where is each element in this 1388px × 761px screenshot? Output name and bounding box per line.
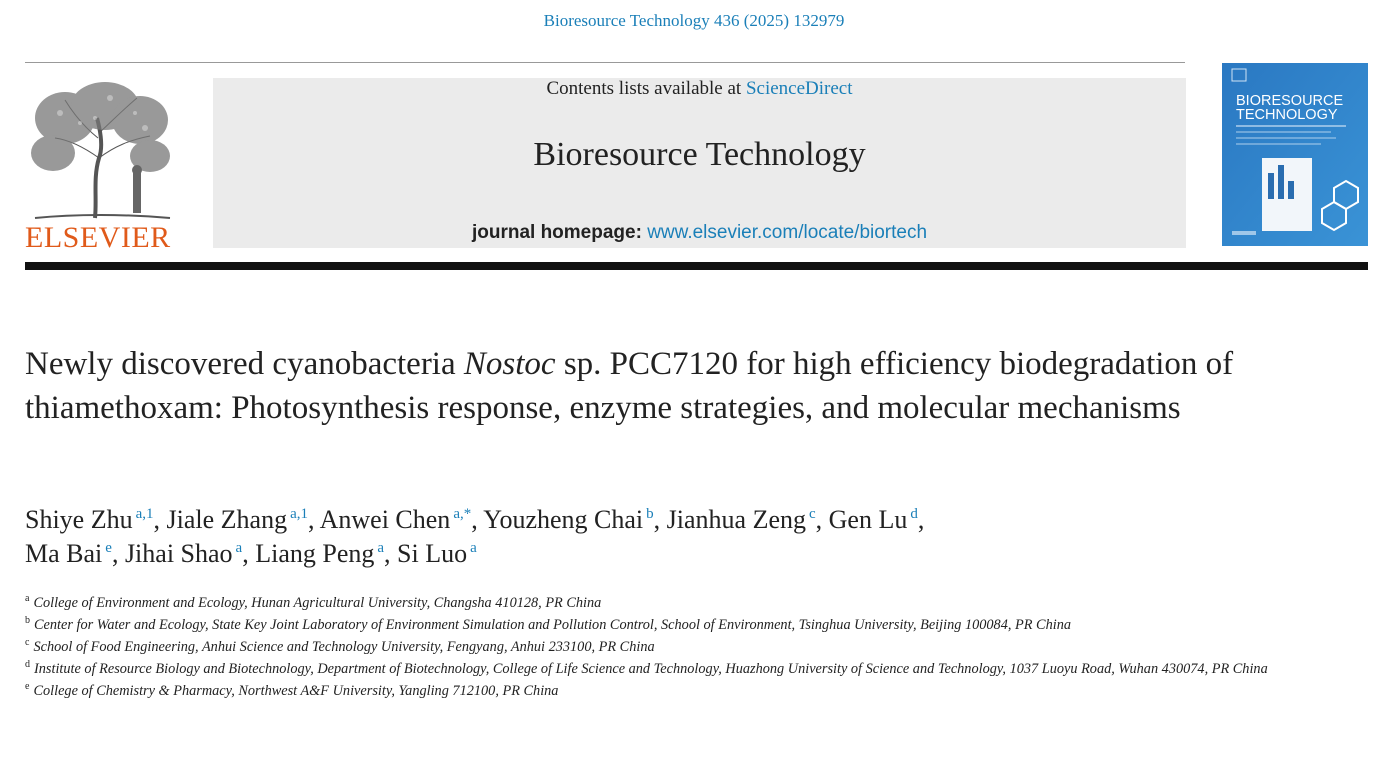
author-affil-marker[interactable]: a (235, 540, 243, 557)
author-name[interactable]: Jianhua Zeng (666, 505, 806, 534)
author-separator: , (471, 505, 478, 534)
affiliation-key: b (25, 615, 30, 627)
author-affil-marker[interactable]: a (377, 540, 385, 557)
author-affil-marker[interactable]: a (470, 540, 477, 557)
sciencedirect-link[interactable]: ScienceDirect (745, 78, 853, 99)
journal-citation[interactable]: Bioresource Technology 436 (2025) 132979 (543, 11, 845, 30)
author-name[interactable]: Ma Bai (25, 539, 103, 568)
homepage-link[interactable]: www.elsevier.com/locate/biortech (647, 222, 928, 243)
author-name[interactable]: Gen Lu (828, 505, 908, 534)
affiliation (25, 680, 1365, 702)
author-affil-marker[interactable]: a,1 (135, 506, 154, 523)
author-affil-marker[interactable]: a,1 (290, 506, 309, 523)
affiliation-list (25, 592, 1365, 702)
journal-name: Bioresource Technology (533, 136, 866, 173)
affiliation-key: c (25, 637, 30, 649)
cover-title-line-1: BIORESOURCE (1236, 93, 1344, 109)
affiliation-key: d (25, 659, 30, 671)
affiliation-text: Institute of Resource Biology and Biotechnology, Department of Biotechnology, College of Life Science and Technology, Huazhong University of Science and Technology, 1037 Luoyu Road, Wuhan 430074, PR China (34, 661, 1268, 677)
author-affil-marker[interactable]: c (808, 506, 816, 523)
author-affil-marker[interactable]: b (646, 506, 654, 523)
author-list (25, 503, 1325, 571)
author-separator: , (384, 539, 391, 568)
title-part-2: sp. PCC7120 for high efficiency biodegradation of thiamethoxam: Photosynthesis response, enzyme strategies, and molecular mechanisms (25, 346, 1234, 426)
author-separator: , (242, 539, 249, 568)
author-separator: , (815, 505, 823, 534)
author-name[interactable]: Shiye Zhu (25, 505, 133, 534)
affiliation (25, 614, 1365, 636)
author-name[interactable]: Si Luo (397, 539, 468, 568)
author-name[interactable]: Liang Peng (255, 539, 375, 568)
author-name[interactable]: Anwei Chen (319, 505, 451, 534)
author-name[interactable]: Youzheng Chai (483, 505, 644, 534)
author-affil-marker[interactable]: d (910, 506, 918, 523)
author-separator: , (111, 539, 119, 568)
top-divider (25, 62, 1185, 63)
homepage-line (213, 222, 1186, 244)
affiliation (25, 592, 1365, 614)
author-separator: , (653, 505, 661, 534)
author-separator: , (153, 505, 161, 534)
affiliation-text: School of Food Engineering, Anhui Science and Technology University, Fengyang, Anhui 233100, PR China (33, 639, 655, 655)
affiliation-key: e (25, 681, 30, 693)
cover-art (1222, 63, 1368, 246)
author-affil-marker[interactable]: e (105, 540, 112, 557)
contents-prefix: Contents lists available at (546, 78, 746, 99)
homepage-label: journal homepage: (471, 222, 648, 243)
affiliation-text: College of Chemistry & Pharmacy, Northwest A&F University, Yangling 712100, PR China (33, 683, 559, 699)
cover-title-line-2: TECHNOLOGY (1236, 107, 1338, 123)
author-name[interactable]: Jihai Shao (124, 539, 233, 568)
affiliation-text: Center for Water and Ecology, State Key Joint Laboratory of Environment Simulation and Pollution Control, School of Environment, Tsinghua University, Beijing 100084, PR China (34, 617, 1071, 633)
affiliation-text: College of Environment and Ecology, Hunan Agricultural University, Changsha 410128, PR China (33, 595, 602, 611)
author-name[interactable]: Jiale Zhang (166, 505, 288, 534)
title-part-1: Newly discovered cyanobacteria (25, 346, 464, 382)
journal-cover-image[interactable] (1222, 63, 1368, 246)
contents-line (213, 78, 1186, 100)
title-part-species: Nostoc (463, 346, 556, 382)
affiliation-key: a (25, 593, 30, 605)
author-affil-marker[interactable]: a,* (453, 506, 472, 523)
author-separator: , (917, 505, 925, 534)
affiliation (25, 658, 1365, 680)
article-title (25, 342, 1325, 430)
header-divider (25, 262, 1368, 270)
author-separator: , (308, 505, 315, 534)
elsevier-wordmark: ELSEVIER (25, 221, 171, 254)
affiliation (25, 636, 1365, 658)
